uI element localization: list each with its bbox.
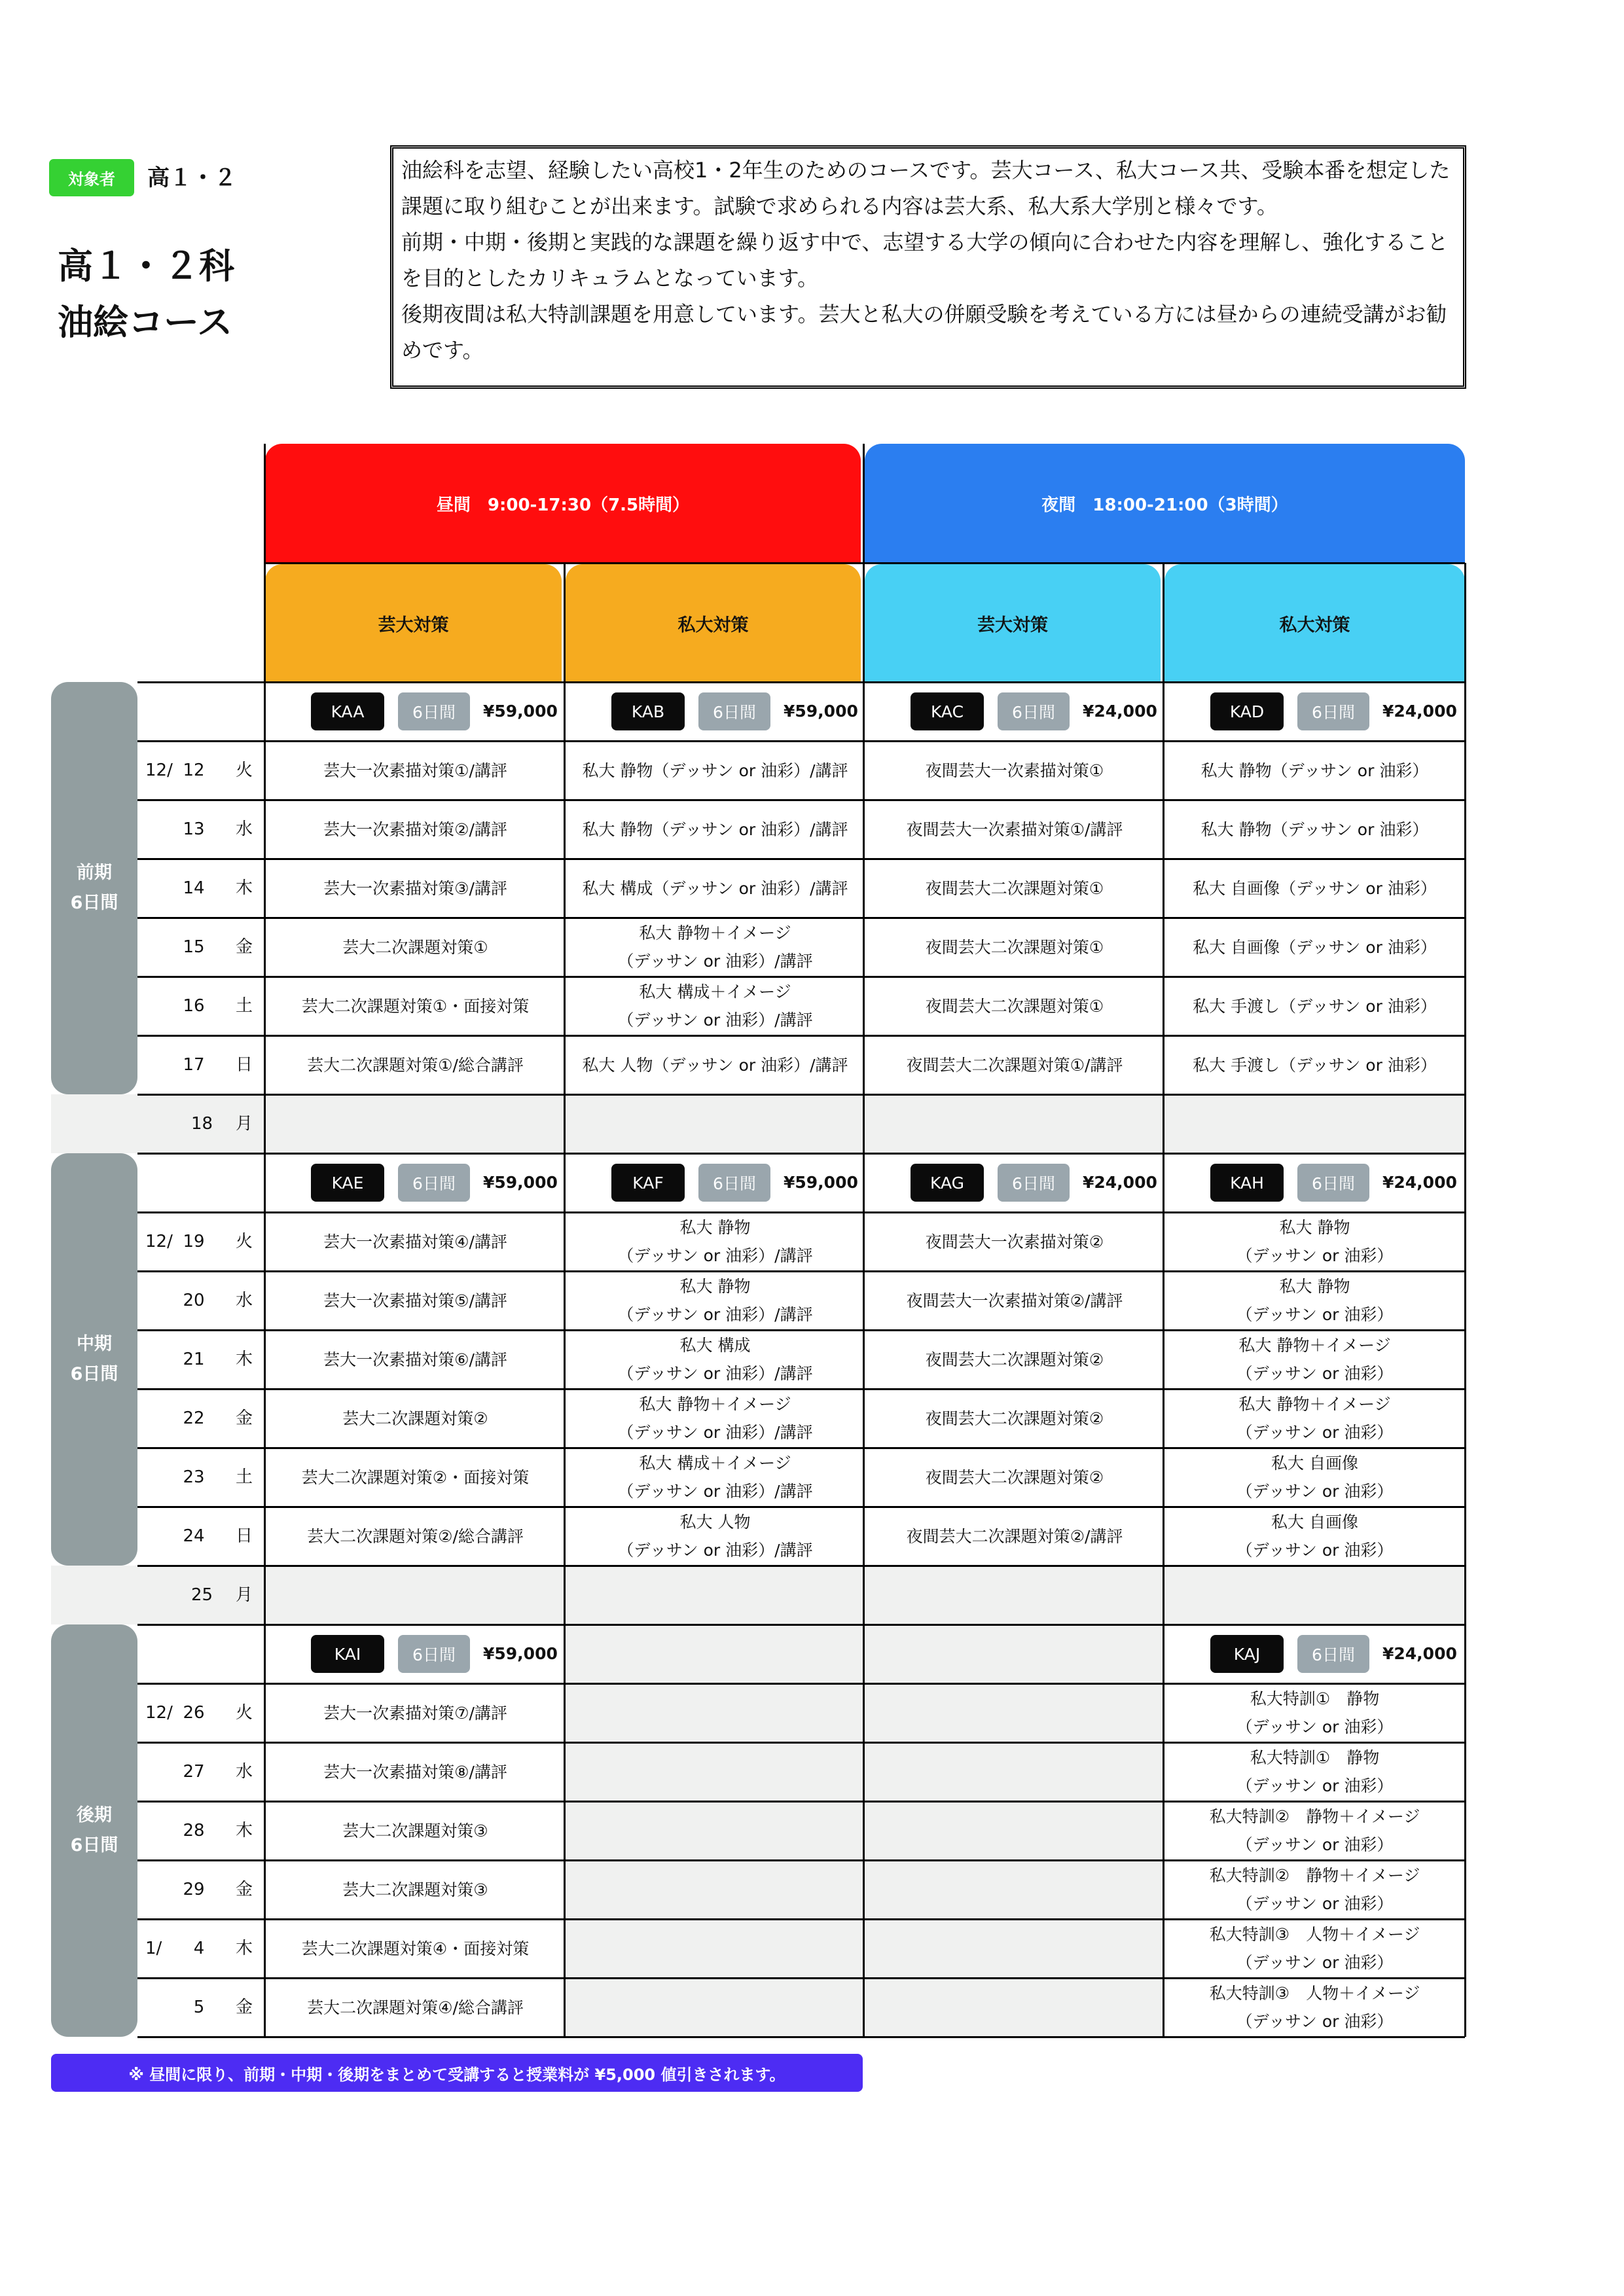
schedule-cell-text: 私大特訓② 静物＋イメージ [1209,1866,1420,1885]
schedule-cell-text: 芸大一次素描対策⑤/講評 [323,1291,507,1310]
period-label [51,1624,137,2037]
course-days-badge: 6日間 [998,692,1070,730]
schedule-cell [1164,1860,1465,1919]
schedule-cell-text: 芸大二次課題対策①/総合講評 [307,1055,524,1075]
date-weekday: 木 [236,1350,253,1369]
schedule-cell-text: （デッサン or 油彩） [1236,1835,1394,1854]
schedule-cell [865,1507,1164,1566]
schedule-cell [265,1683,566,1742]
schedule-cell [1164,1507,1465,1566]
course-days-badge: 6日間 [698,692,770,730]
grid-line [137,1153,1465,1155]
schedule-cell [1164,1683,1465,1742]
description-line: 油絵科を志望、経験したい高校1・2年生のためのコースです。芸大コース、私大コース共、受験本番を想定した [401,158,1451,183]
date-day: 22 [183,1408,205,1428]
grid-line [137,740,1465,742]
period-label-text: 前期 [77,863,112,883]
schedule-cell-text: 芸大二次課題対策① [342,937,488,957]
empty-cell [865,1919,1164,1978]
daytime-band: 昼間 9:00-17:30（7.5時間） [265,444,861,563]
empty-cell [865,1624,1164,1683]
schedule-cell-text: 私大 構成 [679,1336,751,1355]
schedule-cell-text: （デッサン or 油彩）/講評 [617,1482,813,1501]
target-grade: 高１・２ [147,165,236,191]
schedule-cell [1164,1389,1465,1448]
grid-line [137,1977,1465,1979]
date-day: 21 [183,1350,205,1369]
schedule-cell [566,741,865,800]
grid-line [137,858,1465,860]
page-title-line-2: 油絵コース [58,302,233,343]
course-code-badge: KAC [911,692,984,730]
schedule-cell-text: 芸大一次素描対策①/講評 [323,761,507,780]
date-day: 13 [183,819,205,839]
schedule-cell-text: 私大特訓① 静物 [1250,1748,1380,1767]
schedule-cell-text: 私大 静物（デッサン or 油彩）/講評 [582,761,848,780]
schedule-cell-text: （デッサン or 油彩） [1236,1776,1394,1795]
course-code-badge: KAJ [1210,1635,1284,1673]
schedule-cell-text: 私大 静物＋イメージ [1238,1336,1391,1355]
schedule-cell-text: 夜間芸大二次課題対策① [925,937,1104,957]
grid-line [137,1859,1465,1861]
course-price: ¥24,000 [1382,702,1457,721]
date-weekday: 金 [236,937,253,957]
schedule-cell-text: 私大 静物 [1279,1277,1350,1296]
empty-cell [566,1978,865,2037]
description-box [390,145,1466,389]
schedule-cell-text: 私大 自画像（デッサン or 油彩） [1193,937,1437,957]
schedule-cell [265,1035,566,1094]
grid-line [137,1506,1465,1508]
schedule-cell [1164,1919,1465,1978]
grid-line [863,444,865,2037]
grid-line [137,2036,1465,2038]
schedule-cell-text: 夜間芸大一次素描対策②/講評 [906,1291,1123,1310]
schedule-cell-text: （デッサン or 油彩）/講評 [617,1011,813,1030]
schedule-cell-text: 私大 構成（デッサン or 油彩）/講評 [582,878,848,898]
schedule-cell [566,1448,865,1507]
date-day: 15 [183,937,205,957]
course-price: ¥59,000 [483,1644,558,1663]
description-line: 前期・中期・後期と実践的な課題を繰り返す中で、志望する大学の傾向に合わせた内容を理解し、強化すること [401,230,1449,255]
schedule-cell [1164,741,1465,800]
schedule-cell-text: 芸大一次素描対策⑧/講評 [323,1762,507,1782]
grid-line [137,1447,1465,1449]
schedule-cell [265,1742,566,1801]
schedule-cell-text: 私大 静物 [679,1277,751,1296]
schedule-cell [566,977,865,1035]
schedule-cell [1164,1742,1465,1801]
schedule-cell-text: 夜間芸大二次課題対策①/講評 [906,1055,1123,1075]
schedule-cell [265,859,566,918]
schedule-cell-text: （デッサン or 油彩） [1236,1423,1394,1442]
course-price: ¥24,000 [1382,1173,1457,1192]
schedule-cell-text: 私大 静物 [679,1218,751,1237]
course-code-badge: KAF [611,1164,685,1202]
period-label-text: 中期 [77,1334,112,1354]
schedule-cell-text: （デッサン or 油彩）/講評 [617,1364,813,1383]
date-day: 4 [193,1939,205,1958]
schedule-cell-text: （デッサン or 油彩） [1236,1482,1394,1501]
schedule-cell-text: （デッサン or 油彩） [1236,1717,1394,1736]
empty-cell [566,1860,865,1919]
schedule-cell [265,800,566,859]
schedule-cell [865,977,1164,1035]
course-days-badge: 6日間 [398,692,470,730]
schedule-cell-text: （デッサン or 油彩）/講評 [617,952,813,971]
schedule-cell [1164,859,1465,918]
off-day-row [51,1094,1465,1153]
schedule-cell-text: 私大 静物＋イメージ [639,924,791,942]
off-day-row [51,1566,1465,1624]
date-day: 28 [183,1821,205,1840]
date-weekday: 金 [236,1998,253,2017]
schedule-cell-text: 夜間芸大一次素描対策① [925,761,1104,780]
course-price: ¥59,000 [784,702,858,721]
empty-cell [865,1801,1164,1860]
schedule-cell [265,1801,566,1860]
course-price: ¥59,000 [483,1173,558,1192]
grid-line [137,1565,1465,1567]
schedule-cell [265,1507,566,1566]
nighttime-band: 夜間 18:00-21:00（3時間） [865,444,1465,563]
grid-line [137,1742,1465,1744]
schedule-cell [865,1389,1164,1448]
schedule-cell-text: （デッサン or 油彩） [1236,1364,1394,1383]
course-price: ¥24,000 [1083,702,1157,721]
period-label-text: 後期 [77,1805,112,1825]
date-weekday: 火 [236,1232,253,1251]
date-weekday: 水 [236,1762,253,1782]
schedule-cell [566,1389,865,1448]
schedule-cell-text: 私大 構成＋イメージ [639,1454,791,1473]
schedule-cell-text: 芸大一次素描対策⑦/講評 [323,1703,507,1723]
schedule-cell [865,1035,1164,1094]
course-price: ¥24,000 [1083,1173,1157,1192]
grid-line [137,1035,1465,1037]
schedule-cell-text: 芸大一次素描対策⑥/講評 [323,1350,507,1369]
schedule-cell [1164,1978,1465,2037]
page-title-line-1: 高１・２科 [58,245,234,287]
schedule-cell-text: 芸大二次課題対策② [342,1408,488,1428]
date-weekday: 木 [236,1821,253,1840]
schedule-cell-text: 夜間芸大二次課題対策① [925,878,1104,898]
schedule-cell [1164,800,1465,859]
date-weekday: 金 [236,1408,253,1428]
date-day: 26 [183,1703,205,1723]
empty-cell [566,1683,865,1742]
grid-line [137,1329,1465,1331]
discount-note: ※ 昼間に限り、前期・中期・後期をまとめて受講すると授業料が ¥5,000 値引きされます。 [51,2054,863,2092]
schedule-cell-text: 夜間芸大一次素描対策② [925,1232,1104,1251]
description-line: を目的としたカリキュラムとなっています。 [401,266,819,291]
grid-line [137,1683,1465,1685]
course-days-badge: 6日間 [398,1635,470,1673]
schedule-cell-text: 夜間芸大二次課題対策② [925,1408,1104,1428]
grid-line [137,1094,1465,1096]
schedule-cell [1164,1448,1465,1507]
description-line: 後期夜間は私大特訓課題を用意しています。芸大と私大の併願受験を考えている方には昼からの連続受講がお勧 [401,302,1447,327]
grid-line [137,799,1465,801]
schedule-cell-text: （デッサン or 油彩） [1236,1246,1394,1265]
schedule-cell-text: 私大 静物（デッサン or 油彩）/講評 [582,819,848,839]
schedule-cell-text: 芸大一次素描対策③/講評 [323,878,507,898]
schedule-cell-text: 芸大二次課題対策②・面接対策 [301,1467,530,1487]
course-code-badge: KAE [311,1164,384,1202]
schedule-cell-text: 芸大二次課題対策①・面接対策 [301,996,530,1016]
date-month: 1/ [145,1939,162,1958]
date-weekday: 金 [236,1880,253,1899]
course-code-badge: KAG [911,1164,984,1202]
schedule-cell [265,1212,566,1271]
course-code-badge: KAH [1210,1164,1284,1202]
course-days-badge: 6日間 [1297,1164,1369,1202]
grid-line [564,564,566,2037]
grid-line [264,562,1465,564]
column-header-day-geidai: 芸大対策 [265,564,562,682]
course-days-badge: 6日間 [698,1164,770,1202]
schedule-cell [566,859,865,918]
schedule-cell-text: 芸大二次課題対策④/総合講評 [307,1998,524,2017]
grid-line [137,1624,1465,1626]
empty-cell [865,1860,1164,1919]
schedule-cell [865,800,1164,859]
schedule-cell [566,1035,865,1094]
period-label-text: 6日間 [70,893,118,913]
course-days-badge: 6日間 [998,1164,1070,1202]
schedule-cell-text: （デッサン or 油彩） [1236,1541,1394,1560]
schedule-cell [566,918,865,977]
empty-cell [865,1742,1164,1801]
schedule-cell-text: （デッサン or 油彩） [1236,1894,1394,1913]
column-header-night-shidai: 私大対策 [1164,564,1465,682]
schedule-cell [1164,1035,1465,1094]
date-month: 12/ [145,761,173,780]
grid-line [137,917,1465,919]
course-price: ¥24,000 [1382,1644,1457,1663]
schedule-cell [1164,1801,1465,1860]
schedule-cell [1164,1271,1465,1330]
schedule-cell-text: 芸大二次課題対策④・面接対策 [301,1939,530,1958]
date-weekday: 木 [236,878,253,898]
schedule-cell [865,859,1164,918]
schedule-cell [1164,1330,1465,1389]
schedule-cell [865,1330,1164,1389]
schedule-cell-text: 芸大二次課題対策③ [342,1880,488,1899]
date-weekday: 木 [236,1939,253,1958]
grid-line [137,976,1465,978]
target-badge: 対象者 [49,159,134,196]
schedule-cell-text: 私大 静物（デッサン or 油彩） [1200,819,1429,839]
period-label-text: 6日間 [70,1364,118,1384]
date-weekday: 火 [236,761,253,780]
date-weekday: 日 [236,1055,253,1075]
grid-line [137,1270,1465,1272]
date-day: 17 [183,1055,205,1075]
column-header-night-geidai: 芸大対策 [865,564,1161,682]
schedule-cell [566,1330,865,1389]
schedule-cell-text: 夜間芸大二次課題対策① [925,996,1104,1016]
schedule-cell-text: 私大 静物 [1279,1218,1350,1237]
date-weekday: 火 [236,1703,253,1723]
schedule-cell-text: （デッサン or 油彩）/講評 [617,1541,813,1560]
schedule-cell-text: 私大特訓② 静物＋イメージ [1209,1807,1420,1826]
description-line: めです。 [401,338,484,363]
schedule-cell [265,977,566,1035]
schedule-cell-text: 私大 自画像 [1271,1454,1358,1473]
schedule-cell-text: （デッサン or 油彩）/講評 [617,1246,813,1265]
description-line: 課題に取り組むことが出来ます。試験で求められる内容は芸大系、私大系大学別と様々です。 [401,194,1278,219]
schedule-cell-text: 私大 構成＋イメージ [639,982,791,1001]
schedule-cell [566,1212,865,1271]
schedule-cell-text: 夜間芸大二次課題対策②/講評 [906,1526,1123,1546]
grid-line [137,681,1465,683]
schedule-cell-text: 私大 静物（デッサン or 油彩） [1200,761,1429,780]
date-weekday: 月 [236,1114,253,1134]
date-day: 18 [191,1114,213,1134]
schedule-cell-text: 芸大一次素描対策④/講評 [323,1232,507,1251]
grid-line [1163,564,1164,2037]
schedule-cell [265,1919,566,1978]
date-weekday: 月 [236,1585,253,1605]
schedule-cell-text: （デッサン or 油彩） [1236,2012,1394,2031]
schedule-cell-text: 私大 人物 [679,1513,751,1532]
date-month: 12/ [145,1703,173,1723]
schedule-cell-text: 私大 手渡し（デッサン or 油彩） [1193,996,1437,1016]
course-days-badge: 6日間 [1297,1635,1369,1673]
date-weekday: 土 [236,996,253,1016]
date-day: 19 [183,1232,205,1251]
schedule-cell-text: 私大 自画像（デッサン or 油彩） [1193,878,1437,898]
course-code-badge: KAA [311,692,384,730]
period-label-text: 6日間 [70,1835,118,1856]
schedule-cell-text: 私大 静物＋イメージ [1238,1395,1391,1414]
date-day: 16 [183,996,205,1016]
schedule-cell [865,1448,1164,1507]
schedule-cell-text: 私大特訓③ 人物＋イメージ [1209,1925,1420,1944]
schedule-cell [265,1330,566,1389]
schedule-cell [1164,918,1465,977]
schedule-cell [265,1271,566,1330]
course-code-badge: KAD [1210,692,1284,730]
schedule-cell-text: 夜間芸大一次素描対策①/講評 [906,819,1123,839]
empty-cell [566,1624,865,1683]
course-code-badge: KAB [611,692,685,730]
grid-line [137,1388,1465,1390]
schedule-cell [265,918,566,977]
empty-cell [566,1742,865,1801]
grid-line [137,1801,1465,1803]
date-weekday: 日 [236,1526,253,1546]
schedule-cell [566,1507,865,1566]
schedule-cell [566,1271,865,1330]
grid-line [137,1918,1465,1920]
empty-cell [865,1683,1164,1742]
schedule-cell-text: 私大 自画像 [1271,1513,1358,1532]
empty-cell [566,1801,865,1860]
schedule-cell-text: （デッサン or 油彩） [1236,1305,1394,1324]
grid-line [1464,563,1466,2037]
schedule-cell [865,1271,1164,1330]
date-day: 12 [183,761,205,780]
empty-cell [566,1919,865,1978]
course-price: ¥59,000 [483,702,558,721]
schedule-cell [566,800,865,859]
schedule-cell-text: 芸大二次課題対策③ [342,1821,488,1840]
schedule-cell-text: 私大特訓① 静物 [1250,1689,1380,1708]
schedule-cell-text: 夜間芸大二次課題対策② [925,1350,1104,1369]
course-code-badge: KAI [311,1635,384,1673]
date-day: 29 [183,1880,205,1899]
schedule-cell [865,918,1164,977]
date-weekday: 水 [236,819,253,839]
course-days-badge: 6日間 [398,1164,470,1202]
schedule-cell-text: 私大特訓③ 人物＋イメージ [1209,1984,1420,2003]
empty-cell [865,1978,1164,2037]
date-day: 20 [183,1291,205,1310]
date-day: 27 [183,1762,205,1782]
schedule-cell-text: 芸大二次課題対策②/総合講評 [307,1526,524,1546]
schedule-cell-text: （デッサン or 油彩）/講評 [617,1305,813,1324]
schedule-cell-text: 夜間芸大二次課題対策② [925,1467,1104,1487]
date-weekday: 土 [236,1467,253,1487]
date-day: 25 [191,1585,213,1605]
schedule-cell [265,741,566,800]
schedule-cell-text: 私大 人物（デッサン or 油彩）/講評 [582,1055,848,1075]
date-weekday: 水 [236,1291,253,1310]
date-day: 24 [183,1526,205,1546]
schedule-cell-text: 私大 静物＋イメージ [639,1395,791,1414]
schedule-cell [265,1448,566,1507]
schedule-cell [265,1978,566,2037]
schedule-cell [1164,1212,1465,1271]
schedule-cell [865,741,1164,800]
date-day: 23 [183,1467,205,1487]
date-month: 12/ [145,1232,173,1251]
schedule-cell [265,1389,566,1448]
period-label [51,1153,137,1566]
schedule-cell-text: （デッサン or 油彩）/講評 [617,1423,813,1442]
schedule-cell-text: 芸大一次素描対策②/講評 [323,819,507,839]
grid-line [264,444,266,2037]
schedule-cell [1164,977,1465,1035]
column-header-day-shidai: 私大対策 [566,564,861,682]
period-label [51,682,137,1094]
grid-line [137,1211,1465,1213]
course-price: ¥59,000 [784,1173,858,1192]
schedule-cell-text: 私大 手渡し（デッサン or 油彩） [1193,1055,1437,1075]
schedule-cell [265,1860,566,1919]
course-days-badge: 6日間 [1297,692,1369,730]
date-day: 14 [183,878,205,898]
date-day: 5 [193,1998,205,2017]
schedule-cell [865,1212,1164,1271]
schedule-cell-text: （デッサン or 油彩） [1236,1953,1394,1972]
